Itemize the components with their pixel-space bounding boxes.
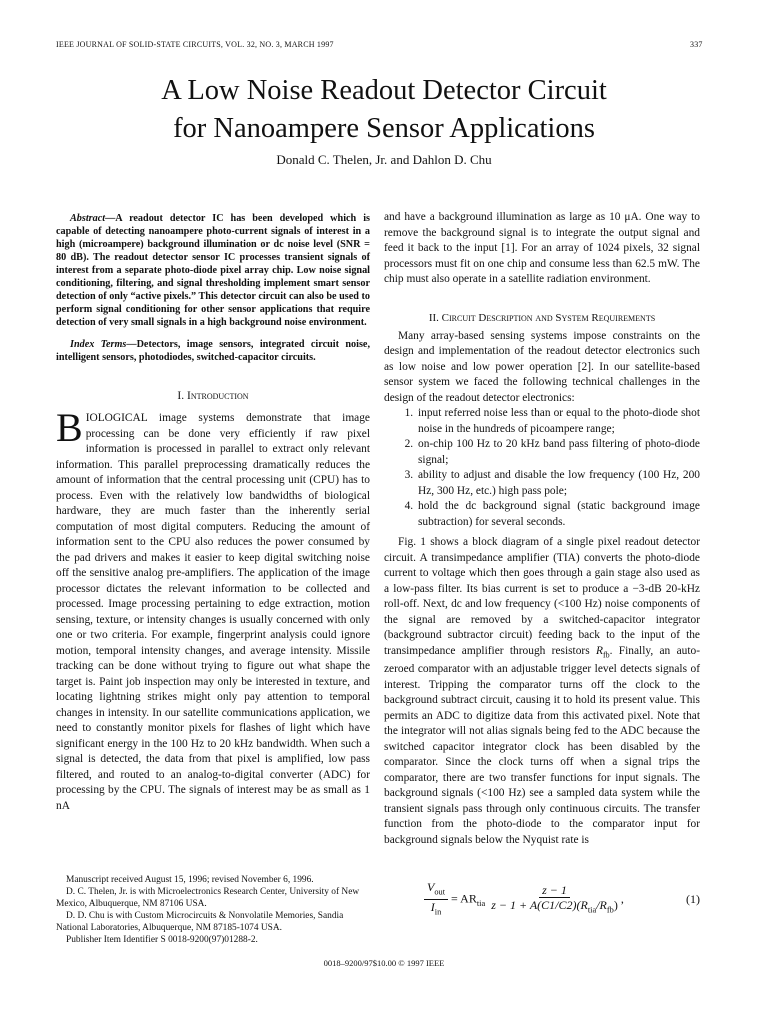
equation-1	[424, 880, 700, 920]
eq-rhs-num: z − 1	[542, 882, 567, 897]
abstract-label: Abstract	[70, 213, 106, 224]
paper-title	[0, 72, 768, 148]
copyright-footer: 0018–9200/97$10.00 © 1997 IEEE	[323, 958, 445, 968]
equation-rhs	[488, 883, 621, 917]
intro-continuation: and have a background illumination as large as 10 μA. One way to remove the background signal is to integrate the output signal and feed it back to the input [1]. For an array of 1024 pixels, 32 signal processors must fit on one chip and consume less than 62.5 mW. The chip must also operate in a satellite radiation environment.	[384, 211, 700, 285]
equation-number: (1)	[686, 892, 700, 906]
footnote-chu: D. D. Chu is with Custom Microcircuits & Nonvolatile Memories, Sandia National Laboratories, Albuquerque, NM 87185-1074 USA.	[56, 911, 344, 933]
journal-header: IEEE JOURNAL OF SOLID-STATE CIRCUITS, VOL. 32, NO. 3, MARCH 1997	[56, 40, 334, 49]
section2-paragraph-2	[384, 535, 700, 848]
eq-rhs-mid: /R	[596, 897, 607, 912]
eq-mid-sub: tia	[476, 899, 486, 909]
index-terms-label: Index Terms	[70, 339, 127, 350]
resistor-symbol: R	[595, 644, 603, 657]
footnote-thelen: D. C. Thelen, Jr. is with Microelectronics Research Center, University of New Mexico, Albuquerque, NM 87106 USA.	[56, 887, 360, 909]
section2-paragraph-1: Many array-based sensing systems impose constraints on the design and implementation of the readout detector electronics such as low noise and low power operation [2]. In our satellite-based sensor system we faced the following technical challenges in the design of the readout detector electronics:	[384, 329, 700, 404]
intro-paragraph	[56, 405, 370, 814]
footnote-publisher: Publisher Item Identifier S 0018-9200(97)01288-2.	[66, 935, 258, 945]
right-column	[384, 210, 700, 848]
eq-rhs-sub2: fb	[606, 905, 614, 915]
eq-rhs-sub1: tia	[587, 905, 597, 915]
eq-vout-sub: out	[434, 887, 446, 897]
list-item: 1. input referred noise less than or equal to the photo-diode shot noise in the hundreds of picoampere range;	[416, 406, 700, 437]
author-list: Donald C. Thelen, Jr. and Dahlon D. Chu	[276, 152, 492, 167]
section2-paragraph-2-part-a: Fig. 1 shows a block diagram of a single pixel readout detector circuit. A transimpedance amplifier (TIA) converts the photo-diode current to voltage which then goes through a gain stage also used as a low-pass filter. Its bias current is set to produce a −3-dB 20-kHz roll-off. Next, dc and low frequency (<100 Hz) noise components of the signal are removed by a switched-capacitor integrator (background subtractor circuit) feeding back to the input of the transimpedance amplifier through resistors	[384, 536, 700, 657]
section-heading-circuit-description: II. Circuit Description and System Requirements	[428, 311, 656, 324]
title-line-1: A Low Noise Readout Detector Circuit	[161, 75, 607, 106]
list-item: 3. ability to adjust and disable the low frequency (100 Hz, 200 Hz, 300 Hz, etc.) high pass pole;	[416, 468, 700, 499]
requirements-list	[384, 406, 700, 530]
eq-tail: ,	[620, 891, 624, 906]
eq-vout: V	[427, 880, 435, 894]
index-terms: Index Terms—Detectors, image sensors, integrated circuit noise, intelligent sensors, photodiodes, switched-capacitor circuits.	[56, 339, 370, 363]
resistor-subscript: fb	[602, 649, 610, 659]
footnote-manuscript: Manuscript received August 15, 1996; revised November 6, 1996.	[66, 875, 314, 885]
eq-rhs-end: )	[613, 897, 618, 912]
title-line-2: for Nanoampere Sensor Applications	[173, 113, 595, 144]
abstract: Abstract—A readout detector IC has been developed which is capable of detecting nanoampere photo-current signals of interest in a high (microampere) background illumination or dc noise level (SNR = 80 dB). The readout detector sensor IC processes transient signals of interest from a separate photo-diode pixel array chip. Low noise signal conditioning, filtering, and signal thresholding implement smart sensor detection of only “active pixels.” This detector circuit can also be used to perform signal conditioning for other sensor applications that require detection of very small signals in a high background noise environment.	[56, 213, 370, 328]
intro-text: IOLOGICAL image systems demonstrate that image processing can be done very efficiently if raw pixel information is processed in parallel to extract only relevant information. This parallel preprocessing dramatically reduces the amount of information that the central processing unit (CPU) has to process. Even with the relatively low bandwidths of biological hardware, they are much faster than the inherently serial computation of most digital computers. Reducing the amount of information sent to the CPU also reduces the power consumed by the pad drivers and makes it easier to keep digital switching noise off the sensitive analog pre-amplifiers. The application of the image processor dictates the relevant information to be collected and processed. Image processing pertaining to edge extraction, motion sensing, texture, or intensity changes is usually concerned with only one or two criteria. For example, fingerprint analysis could ignore motion, temporal intensity changes, and average intensity. Missile tracking can be done without trying to figure out what shape the target is. Paint job inspection may only be interested in texture, and locating lightning strikes might only pay attention to temporal changes in intensity. In our satellite communications application, we need to constantly monitor pixels for flashes of light which have significant energy in the 100 Hz to 20 kHz bandwidth. When such a signal is detected, the data from that pixel is amplified, low pass filtered, and routed to an analog-to-digital converter (ADC) for processing by the CPU. The signals of interest may be as small as 1 nA	[56, 412, 370, 812]
section2-paragraph-2-part-b: . Finally, an auto-zeroed comparator with an adjustable trigger level detects signals of interest. Tripping the comparator turns off the clock to the background subtract circuit, causing it to hold its present value. This permits an ADC to digitize data from this activated pixel. Note that the integrator will not alias signals being fed to the ADC because the switched capacitor integrator clock has been disabled by the comparator. Since the clock turns off when a signal trips the comparator, there are two transfer functions for input signals. The background signals (<100 Hz) see a sampled data system while the transient signals pass through only continuous circuits. The transfer function from the photo-diode to the comparator input for background signals below the Nyquist rate is	[384, 644, 700, 846]
equation-lhs	[424, 880, 448, 920]
eq-iin-sub: in	[434, 907, 442, 917]
page-number: 337	[690, 40, 703, 49]
left-column	[56, 212, 370, 814]
list-item: 2. on-chip 100 Hz to 20 kHz band pass filtering of photo-diode signal;	[416, 437, 700, 468]
eq-iin: I	[430, 900, 435, 915]
list-item: 4. hold the dc background signal (static background image subtraction) for several seconds.	[416, 499, 700, 530]
section-heading-introduction: I. Introduction	[177, 390, 249, 402]
eq-mid: = AR	[451, 891, 477, 906]
index-terms-text: Detectors, image sensors, integrated circuit noise, intelligent sensors, photodiodes, switched-capacitor circuits.	[56, 339, 370, 363]
footnotes	[56, 874, 370, 946]
abstract-text: A readout detector IC has been developed which is capable of detecting nanoampere photo-current signals of interest in a high (microampere) background illumination or dc noise level (SNR = 80 dB). The readout detector sensor IC processes transient signals of interest from a separate photo-diode pixel array chip. Low noise signal conditioning, filtering, and signal thresholding implement smart sensor detection of only “active pixels.” This detector circuit can also be used to perform signal conditioning for other sensor applications that require detection of very small signals in a high background noise environment.	[56, 213, 370, 328]
eq-rhs-den: z − 1 + A(C1/C2)(R	[491, 897, 588, 912]
drop-cap: B	[56, 405, 83, 450]
